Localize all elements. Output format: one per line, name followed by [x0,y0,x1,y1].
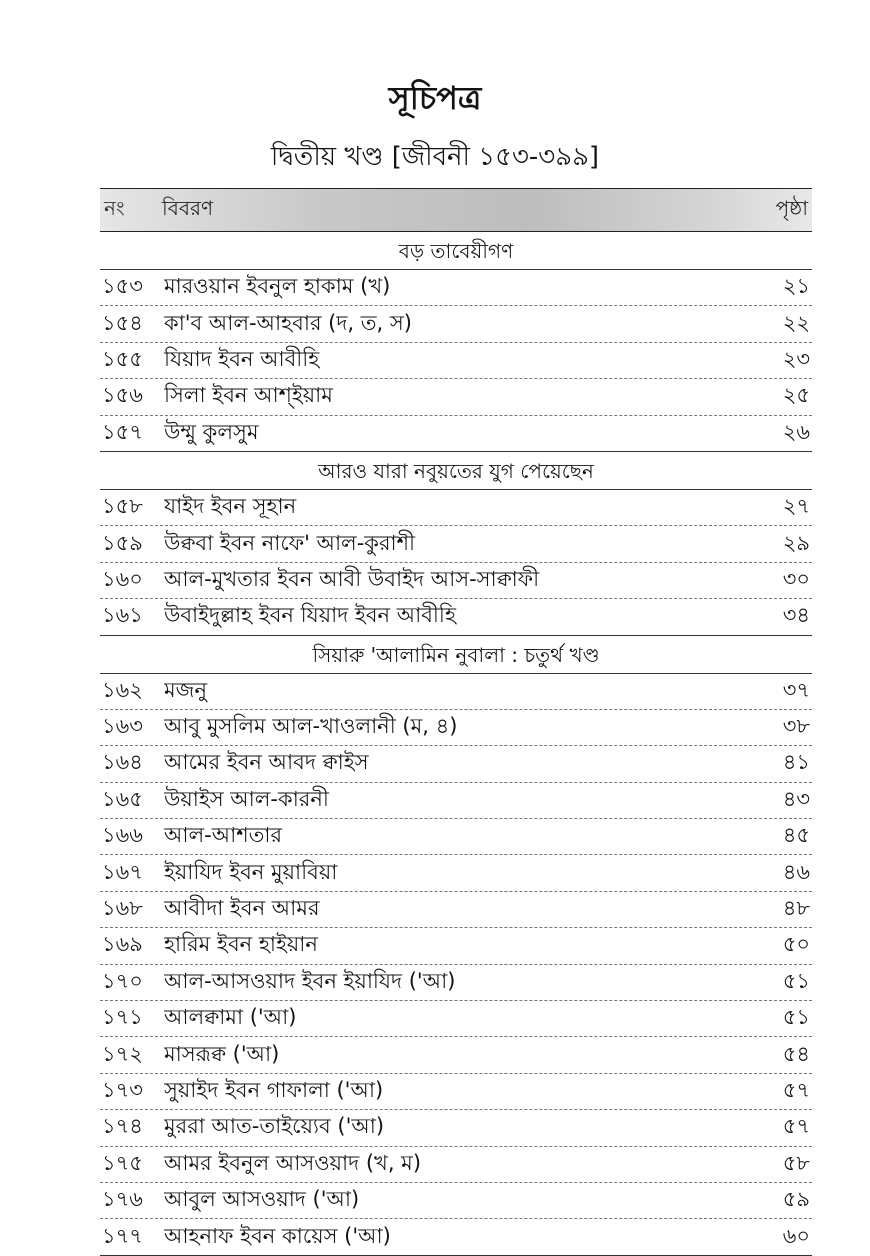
table-row[interactable] [100,599,812,635]
entry-number: ১৭৬ [102,1187,143,1212]
entry-page: ২৬ [782,419,810,444]
entry-title: আমের ইবন আবদ ক্বাইস [164,750,369,775]
section-title: আরও যারা নবুয়তের যুগ পেয়েছেন [100,452,812,490]
entry-number: ১৬৮ [102,896,143,921]
entry-title: আল-মুখতার ইবন আবী উবাইদ আস-সাক্বাফী [164,566,540,591]
page-title: সূচিপত্র [388,79,482,117]
table-row[interactable] [100,270,812,306]
entry-page: ২৫ [782,383,810,408]
section-rows [100,674,812,1256]
header-page: পৃষ্ঠা [775,195,808,220]
sections-container [100,232,812,1256]
entry-number: ১৭৪ [102,1114,143,1139]
entry-title: উম্মু কুলসুম [164,419,259,444]
entry-number: ১৫৬ [102,383,143,408]
entry-title: আহনাফ ইবন কায়েস ('আ) [164,1223,391,1248]
table-row[interactable] [100,563,812,599]
table-row[interactable] [100,1219,812,1255]
entry-page: ৩৪ [782,603,810,628]
entry-number: ১৬৫ [102,786,143,811]
entry-page: ২৯ [782,530,810,555]
entry-page: ৫০ [782,932,810,957]
entry-title: উয়াইস আল-কারনী [164,786,329,811]
table-row[interactable] [100,1074,812,1110]
table-row[interactable] [100,746,812,782]
entry-title: আবীদা ইবন আমর [164,896,320,921]
entry-number: ১৬৭ [102,859,143,884]
entry-title: আমর ইবনুল আসওয়াদ (খ, ম) [164,1150,422,1175]
entry-number: ১৬৪ [102,750,143,775]
entry-number: ১৫৩ [102,274,143,299]
section-rows [100,270,812,452]
section-rows [100,490,812,636]
table-row[interactable] [100,928,812,964]
table-row[interactable] [100,1147,812,1183]
entry-number: ১৬০ [102,566,143,591]
entry-page: ৪১ [782,750,810,775]
entry-number: ১৭৫ [102,1150,143,1175]
entry-title: আবু মুসলিম আল-খাওলানী (ম, ৪) [164,714,458,739]
section-title: সিয়ারু 'আলামিন নুবালা : চতুর্থ খণ্ড [100,636,812,674]
entry-number: ১৬২ [102,677,143,702]
section-title: বড় তাবেয়ীগণ [100,232,812,270]
entry-page: ৩৭ [782,677,810,702]
entry-number: ১৭৩ [102,1078,143,1102]
entry-page: ৫১ [782,1005,810,1030]
entry-number: ১৬১ [102,603,143,628]
entry-page: ৩০ [782,566,810,591]
entry-number: ১৫৮ [102,494,143,519]
entry-number: ১৫৪ [102,310,143,335]
entry-title: মুররা আত-তাইয়্যেব ('আ) [164,1114,385,1139]
entry-title: মজনু [164,677,207,702]
entry-number: ১৭২ [102,1041,143,1066]
entry-number: ১৫৯ [102,530,143,555]
entry-page: ২৩ [782,346,810,371]
entry-page: ৫৯ [782,1187,810,1212]
entry-page: ৪৩ [782,786,810,811]
header-desc: বিবরণ [162,195,214,220]
table-row[interactable] [100,1001,812,1037]
entry-number: ১৭০ [102,968,143,993]
entry-page: ৪৬ [782,859,810,884]
table-row[interactable] [100,379,812,415]
table-of-contents [100,188,812,1256]
entry-title: সিলা ইবন আশ্‌ইয়াম [164,383,333,408]
table-row[interactable] [100,526,812,562]
entry-number: ১৭৭ [102,1223,143,1248]
entry-title: কা'ব আল-আহবার (দ, ত, স) [164,310,412,335]
entry-number: ১৭১ [102,1005,143,1030]
table-row[interactable] [100,1110,812,1146]
header-num: নং [104,195,125,220]
entry-title: মারওয়ান ইবনুল হাকাম (খ) [164,274,391,299]
entry-number: ১৬৬ [102,823,143,848]
table-row[interactable] [100,710,812,746]
entry-page: ২১ [782,274,810,299]
entry-title: সুয়াইদ ইবন গাফালা ('আ) [164,1078,384,1102]
entry-page: ৪৮ [782,896,810,921]
entry-page: ৫৮ [782,1150,810,1175]
entry-number: ১৬৯ [102,932,143,957]
entry-title: আলক্বামা ('আ) [164,1005,297,1030]
table-row[interactable] [100,783,812,819]
table-row[interactable] [100,343,812,379]
entry-title: আল-আসওয়াদ ইবন ইয়াযিদ ('আ) [164,968,456,993]
entry-title: যিয়াদ ইবন আবীহি [164,346,320,371]
entry-title: মাসরূক্ব ('আ) [164,1041,280,1066]
table-row[interactable] [100,1037,812,1073]
entry-number: ১৬৩ [102,714,143,739]
table-row[interactable] [100,819,812,855]
table-row[interactable] [100,965,812,1001]
table-row[interactable] [100,892,812,928]
entry-page: ৫৭ [782,1114,810,1139]
table-row[interactable] [100,674,812,710]
entry-title: যাইদ ইবন সূহান [164,494,297,519]
entry-number: ১৫৭ [102,419,143,444]
entry-page: ৫১ [782,968,810,993]
entry-page: ৫৭ [782,1078,810,1102]
entry-page: ৬০ [782,1223,810,1248]
entry-title: হারিম ইবন হাইয়ান [164,932,318,957]
entry-page: ৪৫ [782,823,810,848]
table-header [100,188,812,232]
table-row[interactable] [100,490,812,526]
entry-page: ৫৪ [782,1041,810,1066]
page-subtitle: দ্বিতীয় খণ্ড [জীবনী ১৫৩-৩৯৯] [270,142,600,172]
entry-page: ২৭ [782,494,810,519]
table-row[interactable] [100,1183,812,1219]
table-row[interactable] [100,855,812,891]
table-row[interactable] [100,416,812,452]
entry-page: ২২ [782,310,810,335]
entry-title: উক্ববা ইবন নাফে' আল-কুরাশী [164,530,416,555]
entry-page: ৩৮ [782,714,810,739]
entry-number: ১৫৫ [102,346,143,371]
entry-title: ইয়াযিদ ইবন মুয়াবিয়া [164,859,338,884]
entry-title: উবাইদুল্লাহ ইবন যিয়াদ ইবন আবীহি [164,603,456,628]
entry-title: আল-আশতার [164,823,283,848]
entry-title: আবুল আসওয়াদ ('আ) [164,1187,360,1212]
table-row[interactable] [100,306,812,342]
